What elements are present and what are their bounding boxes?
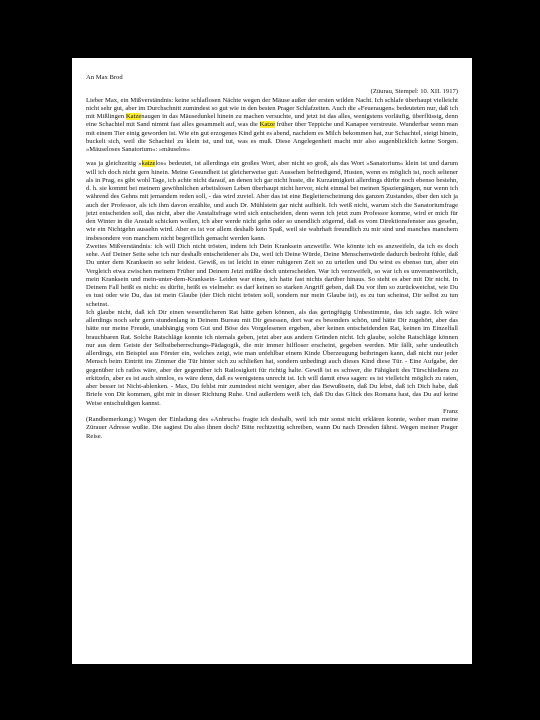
paragraph-4: Ich glaube nicht, daß ich Dir einen wesentlicheren Rat hätte geben können, als das geringfügig Unbestimmte, das ich sagte. Ich wäre allerdings noch sehr gern stundenlang in Deinem Bureau mit Dir gesessen, dort war es besonders schön, und hätte Dir zugehört, aber das hätte nur meine Freude, unabhängig vom Gut und Böse des Vorgelesenen ergeben, aber keinen entscheidenden Rat, keinen im Einzelfall brauchbaren Rat. Solche Ratschläge konnte ich niemals geben, jetzt aber aus andern Gründen nicht. Ich glaube, solche Ratschläge können nur aus dem Geiste der Selbstbeherrschungs-Pädagogik, die mir immer hilfloser erscheint, gegeben werden. Mir fällt, sehr undeutlich allerdings, ein Beispiel aus Förster ein, welches zeigt, wie man unfehlbar einem Kinde Überzeugung beibringen kann, daß nicht nur jeder Mensch beim Eintritt ins Zimmer die Tür hinter sich zu schließen hat, sondern unbedingt auch dieses Kind diese Tür. - Eine Aufgabe, der gegenüber ich ratlos wäre, aber der gegenüber ich Ratlosigkeit für richtig halte. Gewiß ist es schwer, die Fähigkeit des Türschließens zu erkitzeln, aber es ist auch sinnlos, es wäre denn, daß es wenigstens unrecht ist. Ich will damit etwa sagen: es ist vielleicht möglich zu raten, aber besser ist Nicht-ablenken. - Max, Du fehlst mir zumindest nicht weniger, aber das Bewußtsein, daß Du lebst, daß ich Dich habe, daß Briefe von Dir kommen, gibt mir in dieser Richtung Ruhe. Und außerdem weiß ich, daß Du das Glück des Romans hast, das Du auf keine Weise entschuldigen kannst. — [86, 308, 458, 407]
paragraph-2-text-a: was ja gleichzeitig » — [86, 160, 142, 168]
search-highlight: Katze — [259, 121, 275, 129]
paragraph-1-text-b: naugen in das Mäusedunkel hinein zu machen versuchte, und jetzt ist das alles, wenigstens vorläufig, überflüssig, denn eine Schachtel mit Sand nimmt fast alles gesammelt auf, was die — [86, 113, 459, 129]
paragraph-1-text-a: Lieber Max, ein Mißverständnis: keine schlaflosen Nächte wegen der Mäuse außer der ersten wilden Nacht. Ich schlafe überhaupt vielleicht nicht sehr gut, aber im Durchschnitt zumindest so gut wie in den besten Prager Schlafzeiten. Auch die »Feueraugen« bedeuteten nur, daß ich mit Mißlingen — [86, 96, 458, 120]
document-page — [72, 58, 472, 664]
letter-body — [86, 74, 458, 441]
paragraph-1-text-c: früher über Teppiche und Kanapee verstreute. Wunderbar wenn man mit einem Tier einig geworden ist. Wie ein gut erzogenes Kind geht es abend, nachdem es Milch bekommen hat, zur Schachtel, steigt hinein, buckelt sich, weil die Schachtel zu klein ist, und tut, was es muß. Diese Angelegenheit macht mir also augenblicklich keine Sorgen. »Mäuseloses Sanatorium«: »mäuselos« — [86, 121, 458, 153]
dateline: (Züurau, Stempel: 10. XII. 1917) — [370, 88, 458, 96]
paragraph-3: Zweites Mißverständnis: ich will Dich nicht trösten, indem ich Dein Kranksein anzweifle. Wie könnte ich es anzweifeln, da ich es doch sehe. Auf Deiner Seite sehe ich nur deshalb entscheidener als Du, weil ich Deine Würde, Deine Menschenwürde dadurch bedroht fühle, daß Du unter dem Kranksein so sehr leidest. Gewiß, es ist leicht in einer ruhigeren Zeit so zu urteilen und Du wirst es ebenso tun, aber ein Vergleich etwa zwischen meinem Früher und Deinem Jetzt müßte doch unterscheiden. War ich verzweifelt, so war ich es unverantwortlich, mein Kranksein und mein-unter-dem-Kranksein- Leiden war eines, ich hatte fast nichts darüber hinaus. So steht es aber mit Dir nicht. In Deinem Fall heißt es nicht: es dürfte, heißt es vielmehr: es darf keinen so starken Angriff geben, daß Du vor ihm so zurückweichst, wie Du es tust oder wie Du, das ist mein Glaube (der Dich nicht trösten soll, sondern nur mein Glaube ist), es zu tun scheinst, Dir selbst zu tun scheinst. — [86, 242, 458, 308]
search-highlight: katze — [141, 160, 156, 168]
paragraph-2 — [86, 160, 458, 243]
search-highlight: Katze — [125, 113, 142, 120]
signature: Franz — [442, 407, 458, 415]
postscript: (Randbemerkung:) Wegen der Einladung des »Anbruch« fragte ich deshalb, weil ich mir sonst nicht erklären konnte, woher man meine Zürauer Adresse wußte. Die sagtest Du also ihnen doch? Bitte rechtzeitig schreiben, wann Du nach Dresden fährst. Wegen meiner Prager Reise. — [86, 416, 458, 440]
addressee-line: An Max Brod — [86, 74, 123, 81]
paragraph-2-text-b: los« bedeutet, ist allerdings ein großes Wort, aber nicht so groß, als das Wort »Sanatorium« klein ist und darum will ich doch nicht gern hinein. Meine Gesundheit ist gleicherweise gut: Aussehen befriedigend, Husten, wenn es möglich ist, noch seltener als in Prag, es gibt wohl Tage, ich achte nicht darauf, an denen ich gar nicht huste, die Kurzatmigkeit allerdings dürfte noch ebenso bestehn, d. h. sie kommt bei meinem gewöhnlichen arbeitslosen Leben überhaupt nicht hervor, nicht einmal bei meinen Spaziergängen, nur wenn ich während des Gehns mit jemandem reden soll, - das wird zuviel. Aber das ist eine Begleiterscheinung des ganzen Zustandes, über den sich ja auch der Professor, als ich ihm davon erzählte, und auch Dr. Mühlstein gar nicht aufhielt. Ich weiß nicht, warum sich die Sanatoriumfrage jetzt entscheiden soll, das nicht, aber die Anstaltsfrage wird sich entscheiden, denn wenn ich jetzt zum Professor komme, wird er mich für den Winter in die Anstalt schicken wollen, ich aber werde nicht gehn oder so unendlich zögernd, daß es vom Direktionsfenster aus gesehn, wie ein Nichtgehn aussehn wird. Aber es ist vor allem deshalb kein Spaß, weil sie wahrhaft freundlich zu mir sind und manches manchem insbesondere von manchem nicht begreiflich gemacht werden kann. — [86, 160, 458, 242]
paragraph-1 — [86, 97, 458, 155]
